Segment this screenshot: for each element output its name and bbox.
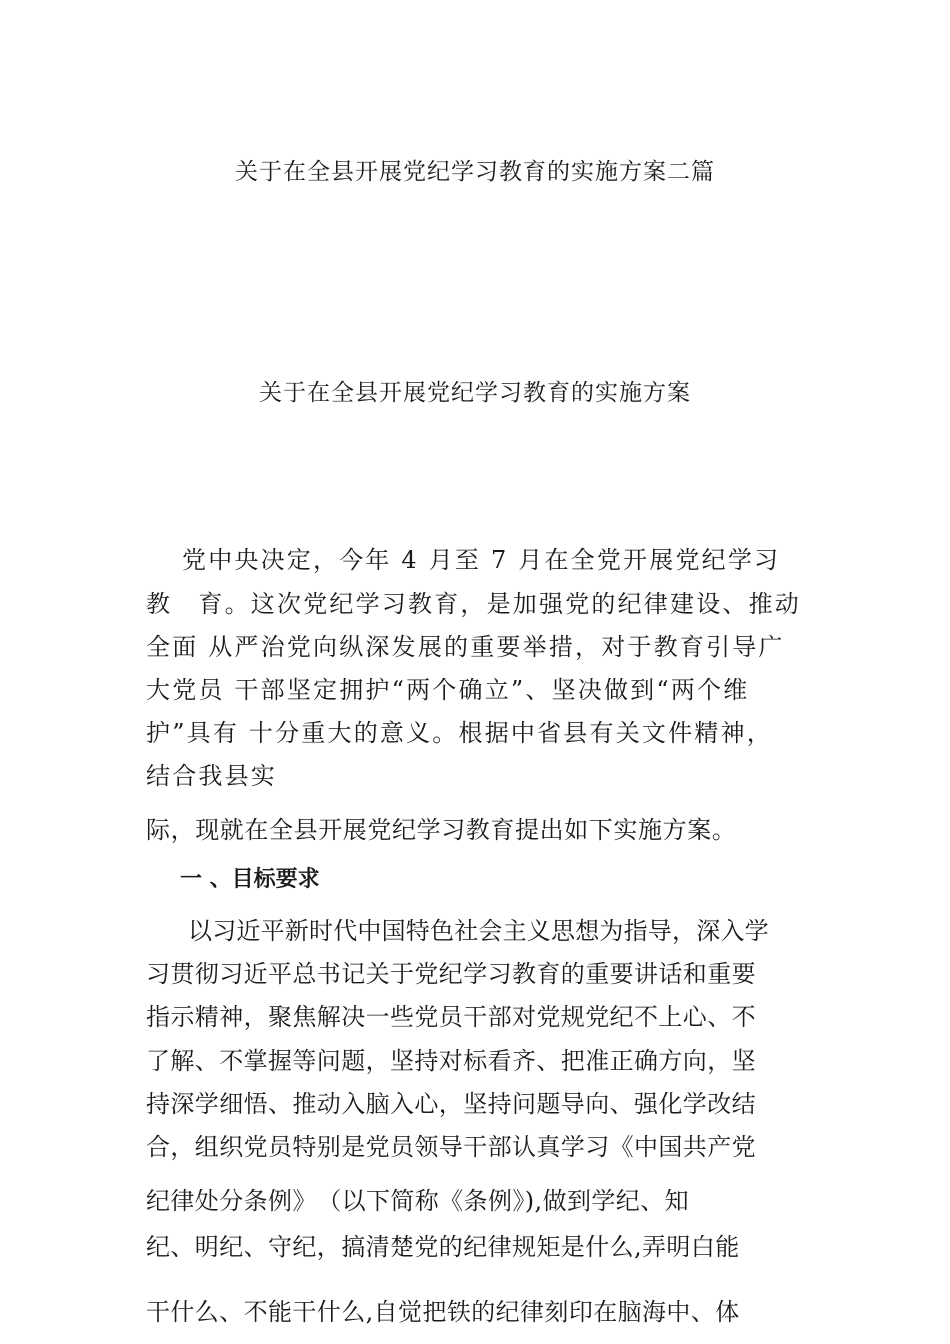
paragraph-line: 结合我县实 [146,762,277,790]
paragraph-line: 全面 从严治党向纵深发展的重要举措，对于教育引导广 [146,633,785,661]
document-title: 关于在全县开展党纪学习教育的实施方案二篇 [235,159,715,185]
paragraph-line: 纪、明纪、守纪，搞清楚党的纪律规矩是什么,弄明白能 [146,1233,740,1261]
paragraph-line: 持深学细悟、推动入脑入心，坚持问题导向、强化学改结 [146,1090,756,1118]
paragraph-line: 护”具有 十分重大的意义。根据中省县有关文件精神， [146,719,773,747]
paragraph-line: 指示精神，聚焦解决一些党员干部对党规党纪不上心、不 [146,1003,756,1031]
paragraph-line: 际，现就在全县开展党纪学习教育提出如下实施方案。 [146,816,737,844]
paragraph-line: 纪律处分条例》 （以下简称《条例》),做到学纪、知 [146,1187,689,1215]
section-heading: 一 、目标要求 [180,867,320,892]
paragraph-line: 合，组织党员特别是党员领导干部认真学习《中国共产党 [146,1133,756,1161]
paragraph-line: 党中央决定，今年 4 月至 7 月在全党开展党纪学习 [182,546,781,574]
paragraph-line: 大党员 干部坚定拥护“两个确立”、坚决做到“两个维 [146,676,750,704]
paragraph-line: 习贯彻习近平总书记关于党纪学习教育的重要讲话和重要 [146,960,756,988]
paragraph-line: 以习近平新时代中国特色社会主义思想为指导，深入学 [188,917,769,945]
paragraph-line: 了解、不掌握等问题，坚持对标看齐、把准正确方向，坚 [146,1047,756,1075]
document-subtitle: 关于在全县开展党纪学习教育的实施方案 [259,380,691,406]
paragraph-line: 教 育。这次党纪学习教育，是加强党的纪律建设、推动 [146,590,801,618]
paragraph-line: 干什么、不能干什么,自觉把铁的纪律刻印在脑海中、体 [146,1298,740,1326]
